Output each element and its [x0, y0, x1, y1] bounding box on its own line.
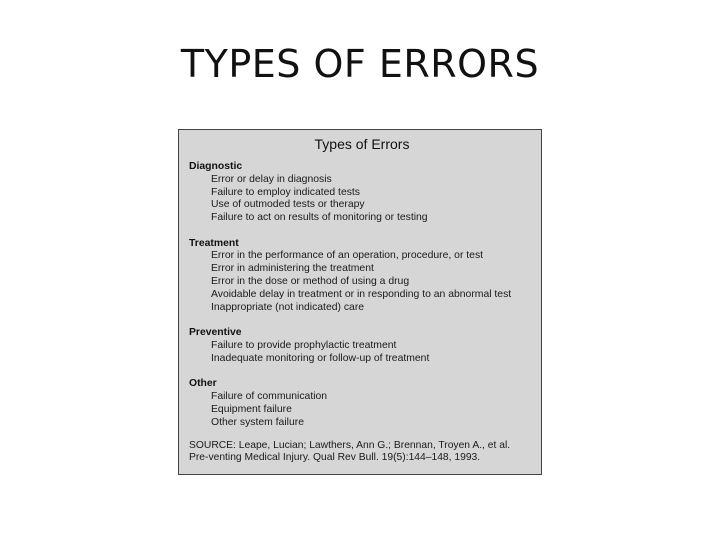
section-preventive [189, 327, 535, 366]
types-of-errors-table [178, 129, 542, 475]
section-heading: Other [189, 378, 217, 390]
section-heading: Diagnostic [189, 160, 243, 172]
section-other [189, 378, 535, 429]
list-item: Other system failure [211, 416, 304, 428]
list-item: Error in administering the treatment [211, 263, 374, 275]
list-item: Inappropriate (not indicated) care [211, 301, 365, 313]
list-item: Failure to employ indicated tests [211, 186, 361, 198]
source-citation: SOURCE: Leape, Lucian; Lawthers, Ann G.; Brennan, Troyen A., et al. Pre-venting Medical Injury. Qual Rev Bull. 19(5):144–148, 1993. [189, 440, 511, 464]
list-item: Error or delay in diagnosis [211, 173, 332, 185]
list-item: Use of outmoded tests or therapy [211, 199, 365, 211]
list-item: Error in the performance of an operation, procedure, or test [211, 250, 484, 262]
list-item: Failure of communication [211, 391, 328, 402]
section-heading: Preventive [189, 327, 242, 339]
list-item: Failure to act on results of monitoring or testing [211, 212, 428, 224]
list-item: Failure to provide prophylactic treatment [211, 339, 397, 351]
section-diagnostic [189, 161, 535, 225]
section-treatment [189, 238, 535, 315]
section-heading: Treatment [189, 237, 239, 249]
list-item: Avoidable delay in treatment or in responding to an abnormal test [211, 288, 512, 300]
table-title: Types of Errors [314, 136, 410, 152]
list-item: Equipment failure [211, 403, 292, 415]
list-item: Inadequate monitoring or follow-up of treatment [211, 352, 430, 364]
list-item: Error in the dose or method of using a drug [211, 276, 410, 288]
slide-title: TYPES OF ERRORS [180, 42, 540, 86]
